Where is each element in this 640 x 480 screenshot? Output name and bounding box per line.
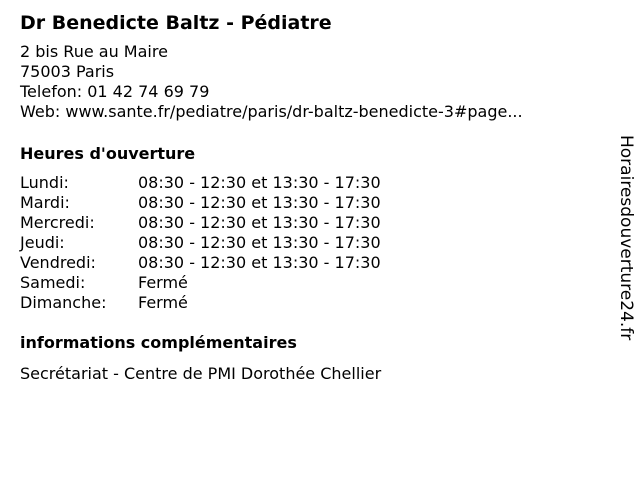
hours-day-label: Mardi: — [20, 193, 70, 212]
page-title: Dr Benedicte Baltz - Pédiatre — [20, 12, 332, 34]
hours-time-value: 08:30 - 12:30 et 13:30 - 17:30 — [138, 213, 381, 232]
phone-number: Telefon: 01 42 74 69 79 — [20, 82, 210, 101]
hours-row-tuesday — [20, 193, 600, 213]
hours-time-value: 08:30 - 12:30 et 13:30 - 17:30 — [138, 253, 381, 272]
hours-time-value: 08:30 - 12:30 et 13:30 - 17:30 — [138, 233, 381, 252]
additional-info-text: Secrétariat - Centre de PMI Dorothée Chellier — [20, 364, 382, 383]
hours-day-label: Dimanche: — [20, 293, 107, 312]
street-address: 2 bis Rue au Maire — [20, 42, 168, 61]
opening-hours-table — [20, 173, 600, 313]
hours-time-value: 08:30 - 12:30 et 13:30 - 17:30 — [138, 193, 381, 212]
hours-day-label: Mercredi: — [20, 213, 95, 232]
hours-time-value: 08:30 - 12:30 et 13:30 - 17:30 — [138, 173, 381, 192]
hours-day-label: Jeudi: — [20, 233, 65, 252]
website-link[interactable]: Web: www.sante.fr/pediatre/paris/dr-baltz-benedicte-3#page... — [20, 102, 523, 121]
additional-info-heading: informations complémentaires — [20, 333, 297, 352]
opening-hours-heading: Heures d'ouverture — [20, 144, 196, 163]
hours-day-label: Samedi: — [20, 273, 86, 292]
address-block — [20, 42, 600, 122]
city-postcode: 75003 Paris — [20, 62, 115, 81]
site-watermark — [613, 135, 637, 345]
hours-row-wednesday — [20, 213, 600, 233]
hours-row-friday — [20, 253, 600, 273]
listing-card — [20, 10, 600, 384]
hours-row-sunday — [20, 293, 600, 313]
hours-day-label: Lundi: — [20, 173, 69, 192]
watermark-text: Horairesdouverture24.fr — [616, 135, 636, 341]
hours-time-value: Fermé — [138, 273, 188, 292]
hours-day-label: Vendredi: — [20, 253, 96, 272]
hours-row-monday — [20, 173, 600, 193]
hours-time-value: Fermé — [138, 293, 188, 312]
hours-row-saturday — [20, 273, 600, 293]
hours-row-thursday — [20, 233, 600, 253]
